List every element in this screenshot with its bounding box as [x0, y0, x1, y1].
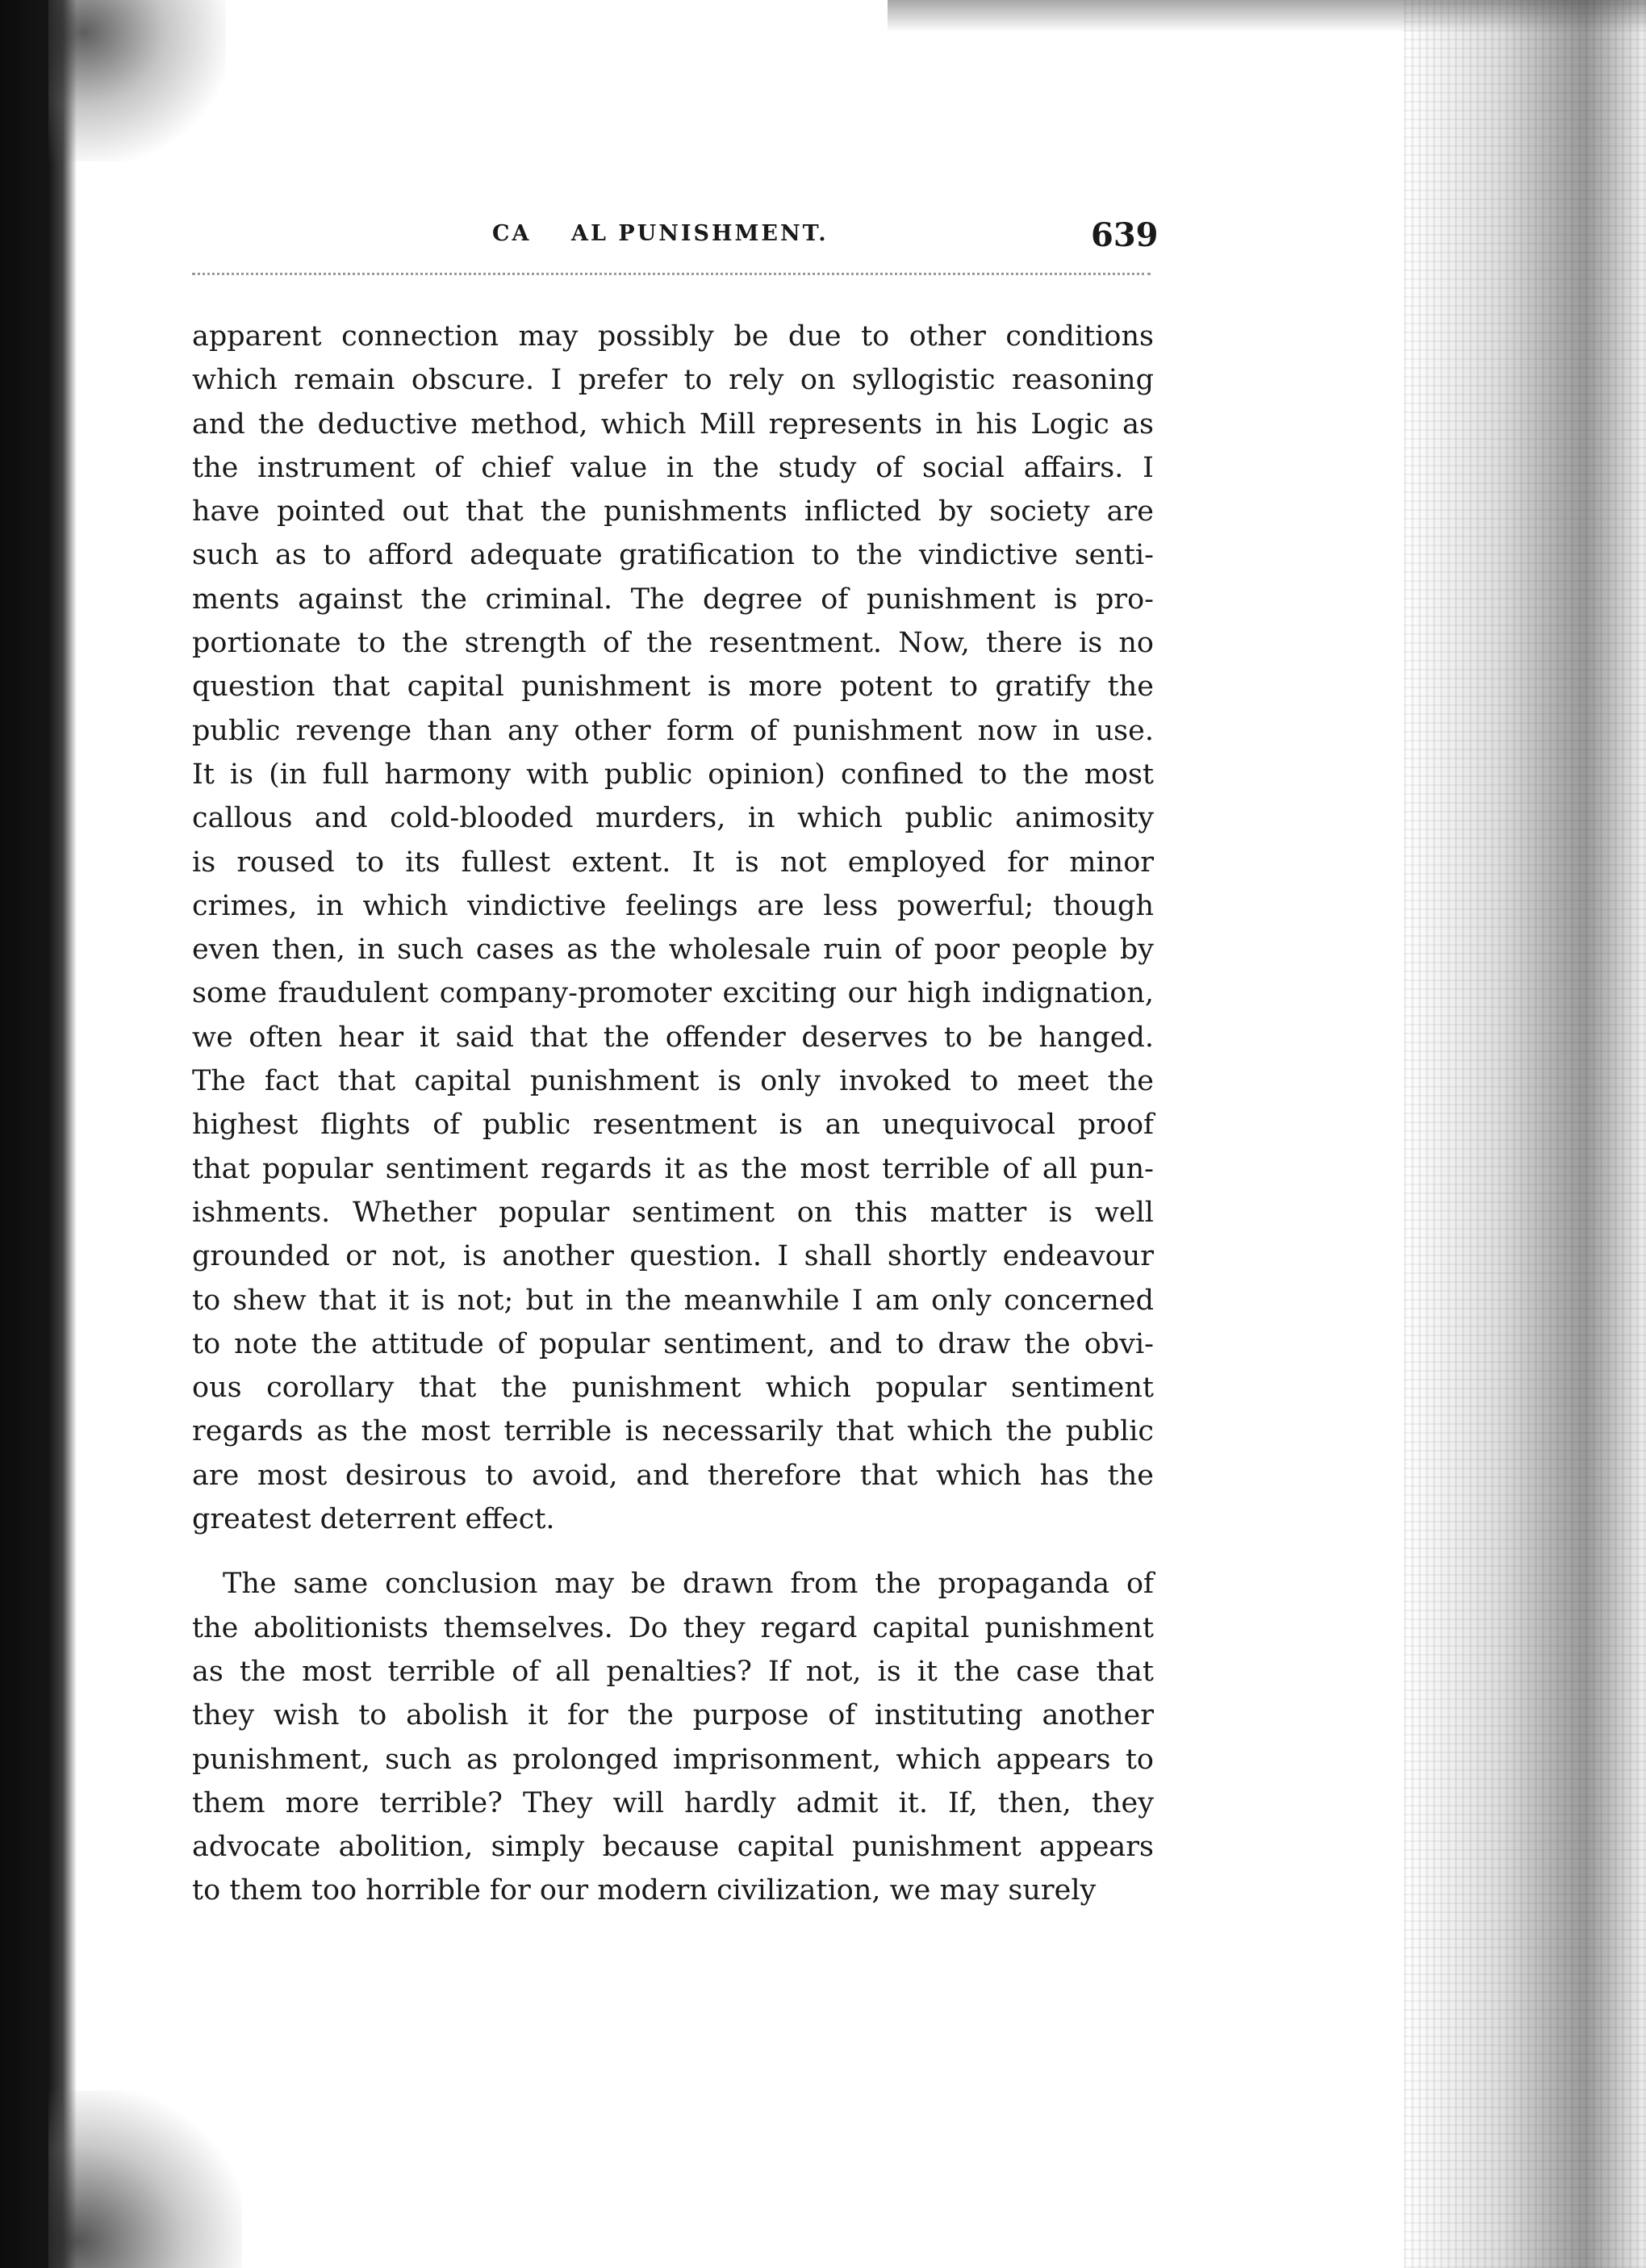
header-rule: [192, 273, 1151, 275]
text-line: grounded or not, is another question. I shall shortly endeavour: [192, 1240, 1154, 1273]
page-number: 639: [1091, 216, 1159, 254]
text-line: as the most terrible of all penalties? If not, is it the case that: [192, 1655, 1154, 1688]
text-line: The same conclusion may be drawn from the propaganda of: [223, 1568, 1154, 1601]
text-line: It is (in full harmony with public opinion) confined to the most: [192, 758, 1154, 791]
text-line: regards as the most terrible is necessarily that which the public: [192, 1415, 1154, 1448]
text-line: ments against the criminal. The degree of punishment is pro-: [192, 583, 1154, 616]
body-text: [192, 315, 1154, 1913]
text-line: we often hear it said that the offender deserves to be hanged.: [192, 1021, 1154, 1054]
text-line: are most desirous to avoid, and therefore that which has the: [192, 1459, 1154, 1492]
text-line: to shew that it is not; but in the meanwhile I am only concerned: [192, 1284, 1154, 1317]
text-line: even then, in such cases as the wholesale ruin of poor people by: [192, 934, 1154, 967]
paragraph-1: [192, 315, 1154, 1541]
scan-corner-shadow-top: [48, 0, 226, 161]
text-line: ous corollary that the punishment which popular sentiment: [192, 1372, 1154, 1405]
text-line: that popular sentiment regards it as the most terrible of all pun-: [192, 1152, 1154, 1185]
scan-corner-shadow-bottom: [48, 2090, 242, 2268]
text-line: is roused to its fullest extent. It is not employed for minor: [192, 846, 1154, 879]
text-line: callous and cold-blooded murders, in which public animosity: [192, 802, 1154, 835]
text-line: portionate to the strength of the resentment. Now, there is no: [192, 627, 1154, 660]
scan-left-border: [0, 0, 77, 2268]
paragraph-2: [192, 1562, 1154, 1912]
text-line: question that capital punishment is more potent to gratify the: [192, 670, 1154, 704]
text-line: some fraudulent company-promoter exciting our high indignation,: [192, 977, 1154, 1010]
running-title: CA AL PUNISHMENT.: [492, 221, 829, 246]
text-line: they wish to abolish it for the purpose of instituting another: [192, 1699, 1154, 1732]
text-line: to them too horrible for our modern civilization, we may surely: [192, 1874, 1097, 1907]
running-header: [0, 216, 1646, 265]
text-line: such as to afford adequate gratification to the vindictive senti-: [192, 539, 1154, 572]
text-line: the instrument of chief value in the study of social affairs. I: [192, 451, 1154, 484]
text-line: ishments. Whether popular sentiment on this matter is well: [192, 1196, 1154, 1229]
text-line: them more terrible? They will hardly admit it. If, then, they: [192, 1786, 1154, 1819]
text-line: to note the attitude of popular sentiment, and to draw the obvi-: [192, 1327, 1154, 1360]
text-line: advocate abolition, simply because capital punishment appears: [192, 1831, 1154, 1864]
text-line: crimes, in which vindictive feelings are less powerful; though: [192, 889, 1154, 922]
text-line: the abolitionists themselves. Do they regard capital punishment: [192, 1611, 1154, 1644]
text-line: public revenge than any other form of punishment now in use.: [192, 714, 1154, 747]
text-line: have pointed out that the punishments inflicted by society are: [192, 495, 1154, 528]
scan-top-shadow: [888, 0, 1646, 32]
text-line: greatest deterrent effect.: [192, 1503, 555, 1536]
text-line: and the deductive method, which Mill represents in his Logic as: [192, 407, 1154, 441]
text-line: highest flights of public resentment is an unequivocal proof: [192, 1109, 1154, 1142]
scan-right-border: [1404, 0, 1646, 2268]
text-line: The fact that capital punishment is only invoked to meet the: [192, 1065, 1154, 1098]
text-line: apparent connection may possibly be due to other conditions: [192, 320, 1154, 353]
text-line: punishment, such as prolonged imprisonment, which appears to: [192, 1743, 1154, 1776]
text-line: which remain obscure. I prefer to rely on syllogistic reasoning: [192, 364, 1154, 397]
